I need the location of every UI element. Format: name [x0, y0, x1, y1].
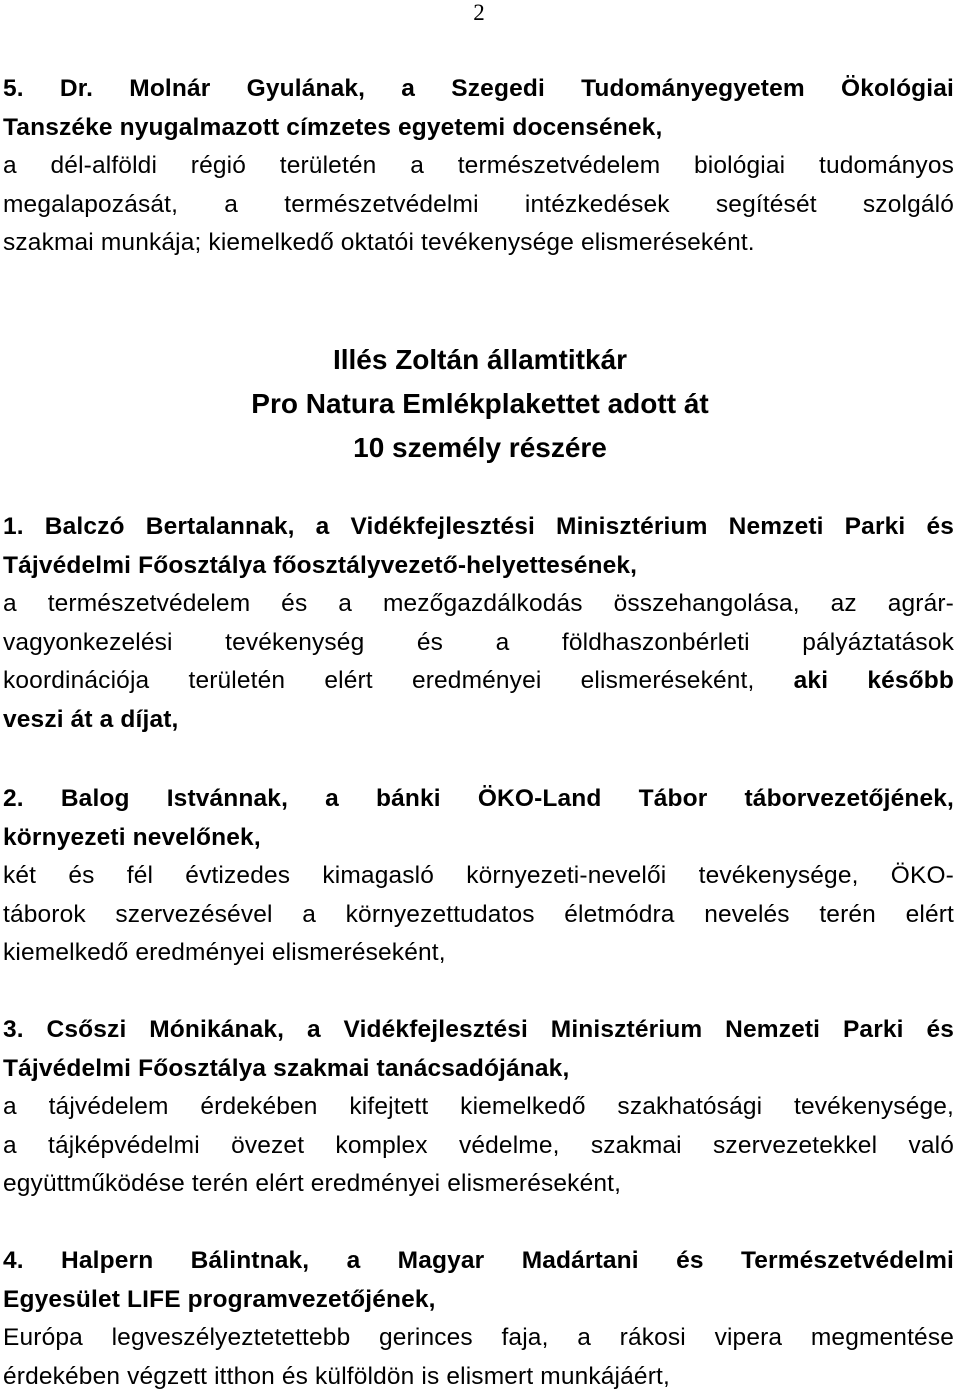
- award-5-title-line-2: Tanszéke nyugalmazott címzetes egyetemi docensének,: [3, 113, 663, 141]
- award-3-title-line-1: 3. Csőszi Mónikának, a Vidékfejlesztési Minisztérium Nemzeti Parki és: [3, 1016, 954, 1043]
- award-5-title-line-1: 5. Dr. Molnár Gyulának, a Szegedi Tudományegyetem Ökológiai: [3, 75, 954, 102]
- award-3-body-line-2: a tájképvédelmi övezet komplex védelme, szakmai szervezetekkel való: [3, 1131, 954, 1159]
- award-5-body-line-1: a dél-alföldi régió területén a természetvédelem biológiai tudományos: [3, 152, 954, 179]
- award-1-body-line-3-bold: aki később: [793, 667, 954, 694]
- section-heading: [0, 338, 960, 470]
- heading-line-2: Pro Natura Emlékplakettet adott át: [251, 388, 709, 419]
- award-1-title-line-1: 1. Balczó Bertalannak, a Vidékfejlesztési Minisztérium Nemzeti Parki és: [3, 513, 954, 540]
- award-3-title-line-2: Tájvédelmi Főosztálya szakmai tanácsadójának,: [3, 1054, 570, 1082]
- award-4-title-line-1: 4. Halpern Bálintnak, a Magyar Madártani és Természetvédelmi: [3, 1247, 954, 1274]
- award-2-paragraph: [3, 780, 954, 973]
- award-1-body-line-2: vagyonkezelési tevékenység és a földhaszonbérleti pályáztatások: [3, 628, 954, 656]
- award-4-paragraph: [3, 1242, 954, 1396]
- award-1-body-line-3: [3, 662, 954, 701]
- award-5-body-line-2: megalapozását, a természetvédelmi intézkedések segítését szolgáló: [3, 190, 954, 218]
- heading-line-3: 10 személy részére: [353, 432, 607, 463]
- award-4-body-line-1: Európa legveszélyeztetettebb gerinces faja, a rákosi vipera megmentése: [3, 1324, 954, 1351]
- award-1-body-line-1: a természetvédelem és a mezőgazdálkodás összehangolása, az agrár-: [3, 590, 954, 617]
- award-5-body-line-3: szakmai munkája; kiemelkedő oktatói tevékenysége elismeréseként.: [3, 229, 755, 256]
- award-2-body-line-3: kiemelkedő eredményei elismeréseként,: [3, 939, 446, 966]
- award-2-title-line-2: környezeti nevelőnek,: [3, 823, 261, 851]
- award-1-paragraph: [3, 508, 954, 739]
- page-number: 2: [473, 0, 485, 25]
- award-1-title-line-2: Tájvédelmi Főosztálya főosztályvezető-helyettesének,: [3, 551, 638, 579]
- award-4-title-line-2: Egyesület LIFE programvezetőjének,: [3, 1285, 436, 1313]
- award-3-paragraph: [3, 1011, 954, 1204]
- award-5-paragraph: [3, 70, 954, 263]
- heading-line-1: Illés Zoltán államtitkár: [332, 344, 628, 375]
- award-1-body-line-3-normal: koordinációja területén elért eredményei elismeréseként,: [3, 667, 755, 694]
- award-1-body-line-4: veszi át a díjat,: [3, 705, 179, 733]
- award-2-title-line-1: 2. Balog Istvánnak, a bánki ÖKO-Land Tábor táborvezetőjének,: [3, 785, 954, 812]
- award-2-body-line-1: két és fél évtizedes kimagasló környezeti-nevelői tevékenysége, ÖKO-: [3, 862, 954, 889]
- award-3-body-line-1: a tájvédelem érdekében kifejtett kiemelkedő szakhatósági tevékenysége,: [3, 1093, 954, 1120]
- award-2-body-line-2: táborok szervezésével a környezettudatos életmódra nevelés terén elért: [3, 900, 954, 928]
- award-3-body-line-3: együttműködése terén elért eredményei elismeréseként,: [3, 1170, 622, 1197]
- award-4-body-line-2: érdekében végzett itthon és külföldön is elismert munkájáért,: [3, 1362, 670, 1390]
